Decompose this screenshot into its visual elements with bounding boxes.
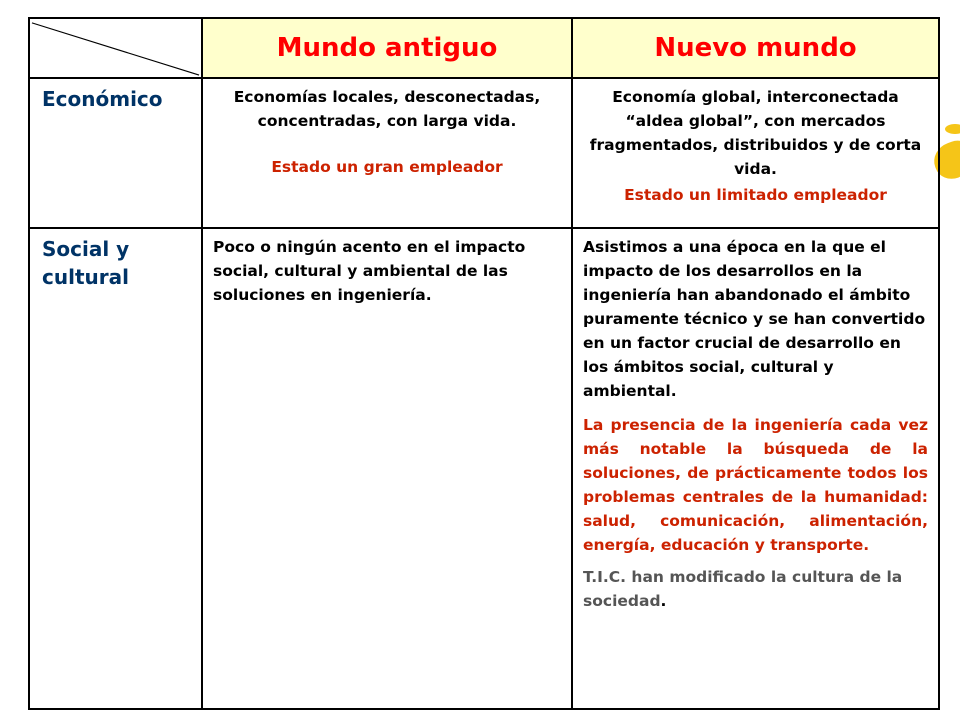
social-new-note-wrap <box>583 565 928 613</box>
comparison-table <box>28 17 940 710</box>
economico-new-cell <box>572 78 939 228</box>
social-new-note: T.I.C. han modificado la cultura de la sociedad <box>583 568 903 610</box>
social-new-text: Asistimos a una época en la que el impacto de los desarrollos en la ingeniería han abandonado el ámbito puramente técnico y se han convertido en un factor crucial de desarrollo en los ámbitos social, cultural y ambiental. <box>583 238 926 400</box>
header-mundo-antiguo: Mundo antiguo <box>202 18 572 78</box>
decorative-shape <box>945 124 960 134</box>
social-old-cell <box>202 228 572 709</box>
economico-old-text: Economías locales, desconectadas, concentradas, con larga vida. <box>233 88 541 130</box>
economico-row <box>29 78 939 228</box>
row-label-economico: Económico <box>29 78 202 228</box>
header-nuevo-mundo: Nuevo mundo <box>572 18 939 78</box>
corner-cell <box>29 18 202 78</box>
row-label-social: Social y cultural <box>29 228 202 709</box>
diagonal-line <box>30 19 201 77</box>
social-new-highlight: La presencia de la ingeniería cada vez más notable la búsqueda de la soluciones, de prácticamente todos los problemas centrales de la humanidad: salud, comunicación, alimentación, energía, educación y transporte. <box>583 416 928 554</box>
social-old-text: Poco o ningún acento en el impacto social, cultural y ambiental de las soluciones en ingeniería. <box>213 238 526 304</box>
economico-new-text: Economía global, interconectada “aldea global”, con mercados fragmentados, distribuidos y de corta vida. <box>589 88 922 178</box>
social-row <box>29 228 939 709</box>
economico-old-highlight: Estado un gran empleador <box>271 158 503 176</box>
economico-old-cell <box>202 78 572 228</box>
header-row <box>29 18 939 78</box>
social-new-note-end: . <box>660 592 667 610</box>
social-new-cell <box>572 228 939 709</box>
economico-new-highlight: Estado un limitado empleador <box>624 186 887 204</box>
